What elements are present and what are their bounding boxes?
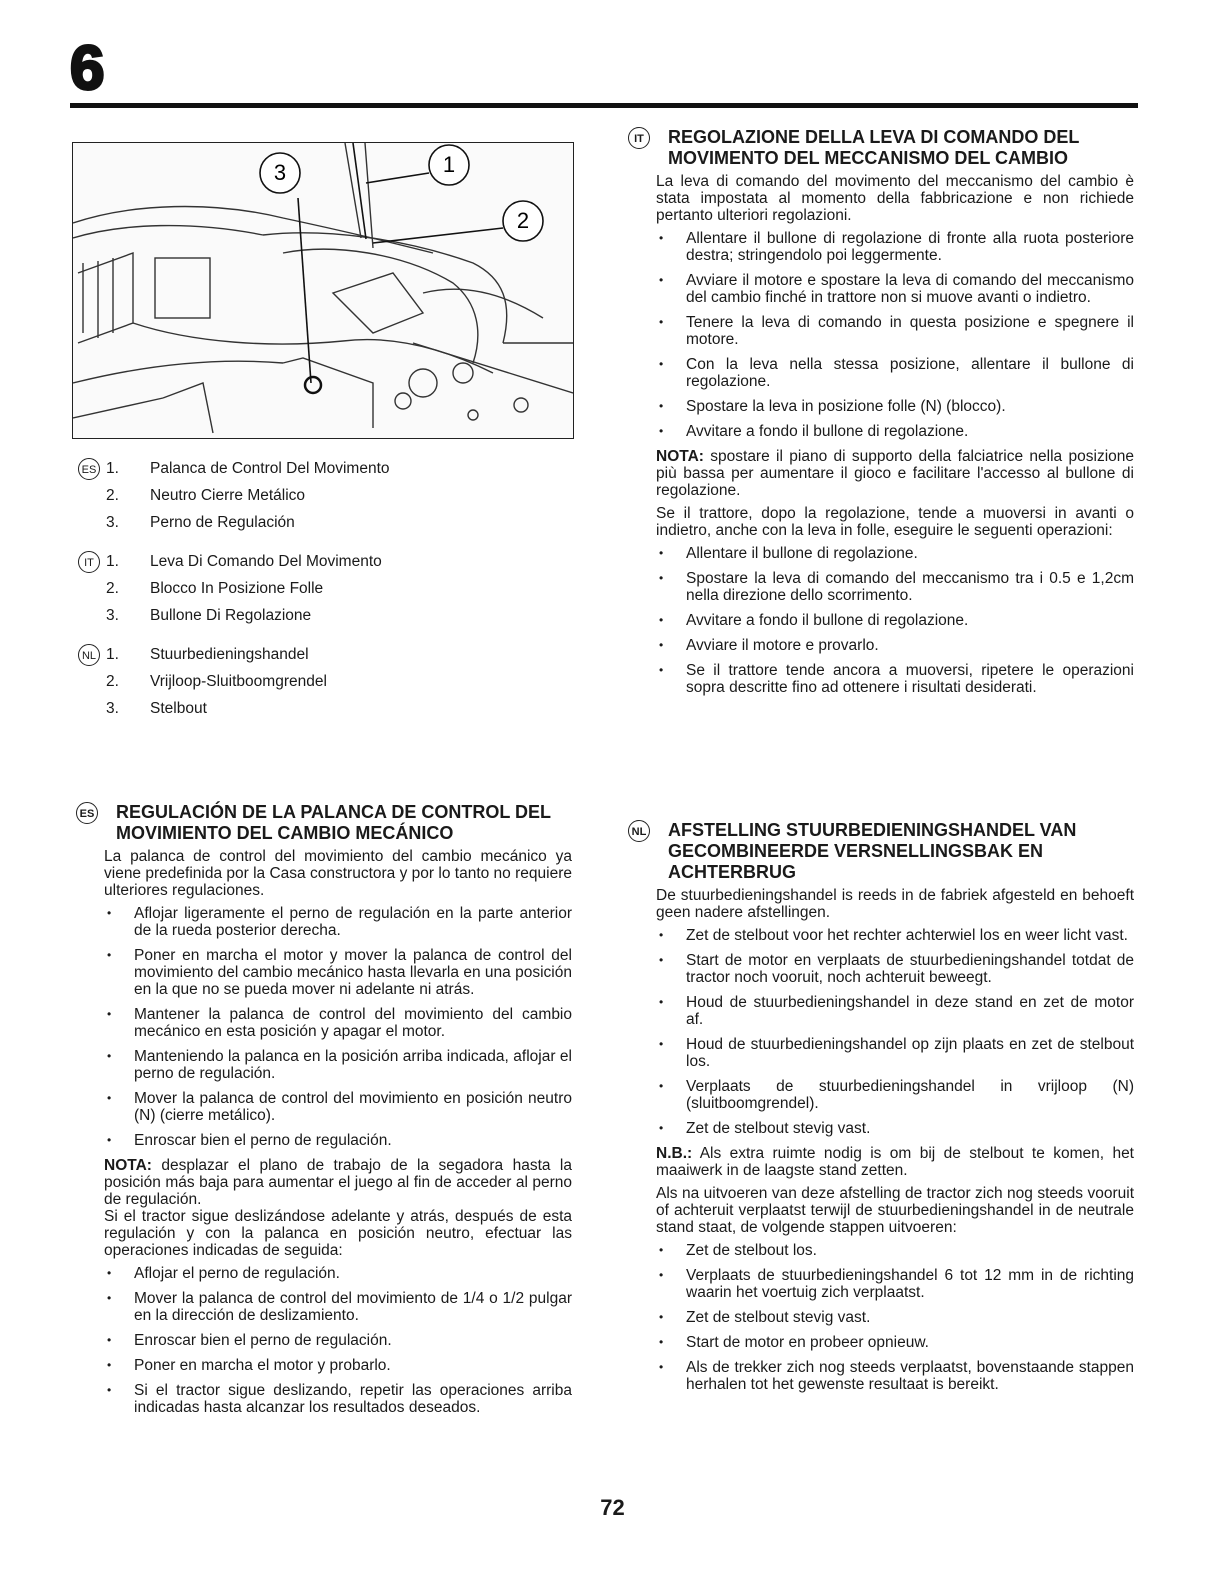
list-item: • Houd de stuurbedieningshandel op zijn plaats en zet de stelbout los.	[656, 1036, 1134, 1070]
list-item: • Avviare il motore e spostare la leva di comando del meccanismo del cambio finché in trattore non si muove avanti o indietro.	[656, 272, 1134, 306]
note-paragraph	[104, 1157, 572, 1208]
legend-number: 3.	[106, 514, 119, 531]
lang-badge-nl: NL	[628, 820, 650, 842]
mower-figure	[72, 142, 574, 439]
section-heading-es	[76, 802, 572, 844]
note-label: NOTA:	[104, 1157, 152, 1174]
legend-it	[78, 548, 558, 629]
legend-number: 2.	[106, 580, 119, 597]
legend-number: 2.	[106, 673, 119, 690]
followup-paragraph: Als na uitvoeren van deze afstelling de tractor zich nog steeds vooruit of achteruit verplaatst terwijl de stuurbedieningshandel in de neutrale stand staat, de volgende stappen uitvoeren:	[656, 1185, 1134, 1236]
lang-badge-es: ES	[76, 802, 98, 824]
list-item: • Verplaats de stuurbedieningshandel 6 tot 12 mm in de richting waarin het voertuig zich verplaatst.	[656, 1267, 1134, 1301]
note-label: N.B.:	[656, 1145, 693, 1162]
list-item: • Se il trattore tende ancora a muoversi, ripetere le operazioni sopra descritte fino ad ottenere i risultati desiderati.	[656, 662, 1134, 696]
section-heading-nl	[628, 820, 1134, 883]
list-item: • Tenere la leva di comando in questa posizione e spegnere il motore.	[656, 314, 1134, 348]
list-item: • Als de trekker zich nog steeds verplaatst, bovenstaande stappen herhalen tot het gewenste resultaat is bereikt.	[656, 1359, 1134, 1393]
followup-paragraph: Se il trattore, dopo la regolazione, tende a muoversi in avanti o indietro, anche con la leva in folle, eseguire le seguenti operazioni:	[656, 505, 1134, 539]
callout-1	[429, 145, 469, 185]
parts-legend	[78, 455, 558, 734]
list-item: • Zet de stelbout los.	[656, 1242, 1134, 1259]
intro-paragraph: La palanca de control del movimiento del cambio mecánico ya viene predefinida por la Casa constructora y por lo tanto no requiere ulteriores regulaciones.	[104, 848, 572, 899]
legend-nl	[78, 641, 558, 722]
list-item: • Houd de stuurbedieningshandel in deze stand en zet de motor af.	[656, 994, 1134, 1028]
followup-paragraph: Si el tractor sigue deslizándose adelante y atrás, después de esta regulación y con la palanca en posición neutro, efectuar las operaciones indicadas de seguida:	[104, 1208, 572, 1259]
steps-list	[104, 905, 572, 1149]
callout-2	[503, 201, 543, 241]
legend-es	[78, 455, 558, 536]
list-item: • Con la leva nella stessa posizione, allentare il bullone di regolazione.	[656, 356, 1134, 390]
legend-number: 1.	[106, 553, 119, 570]
intro-paragraph: La leva di comando del movimento del meccanismo del cambio è stata impostata al momento della fabbricazione e non richiede pertanto ulteriori regolazioni.	[656, 173, 1134, 224]
section-title: REGULACIÓN DE LA PALANCA DE CONTROL DEL MOVIMIENTO DEL CAMBIO MECÁNICO	[116, 802, 551, 843]
section-heading-it	[628, 127, 1134, 169]
note-text: desplazar el plano de trabajo de la segadora hasta la posición más baja para aumentar el juego al fin de acceder al perno de regulación.	[104, 1157, 572, 1208]
legend-number: 3.	[106, 700, 119, 717]
legend-item: Stuurbedieningshandel	[150, 646, 309, 663]
svg-text:2: 2	[516, 208, 530, 233]
page-number: 72	[600, 1495, 625, 1520]
section-nl	[628, 820, 1134, 1401]
steps-list	[656, 545, 1134, 696]
list-item: • Poner en marcha el motor y probarlo.	[104, 1357, 572, 1374]
chapter-number: 6	[70, 34, 105, 103]
list-item: • Aflojar el perno de regulación.	[104, 1265, 572, 1282]
note-text: spostare il piano di supporto della falciatrice nella posizione più bassa per aumentare il gioco e facilitare l'accesso al bullone di regolazione.	[656, 448, 1134, 499]
list-item: • Mover la palanca de control del movimiento en posición neutro (N) (cierre metálico).	[104, 1090, 572, 1124]
list-item: • Spostare la leva in posizione folle (N) (blocco).	[656, 398, 1134, 415]
list-item: • Zet de stelbout stevig vast.	[656, 1120, 1134, 1137]
legend-item: Vrijloop-Sluitboomgrendel	[150, 673, 327, 690]
header-rule	[70, 103, 1138, 108]
callout-3	[260, 153, 300, 193]
callout-1-leader	[366, 173, 429, 183]
callout-2-leader	[373, 228, 503, 243]
list-item: • Avviare il motore e provarlo.	[656, 637, 1134, 654]
list-item: • Poner en marcha el motor y mover la palanca de control del movimiento del cambio mecánico hasta llevarla en una posición en la que no se pueda mover ni adelante ni atrás.	[104, 947, 572, 998]
legend-number: 2.	[106, 487, 119, 504]
list-item: • Zet de stelbout voor het rechter achterwiel los en weer licht vast.	[656, 927, 1134, 944]
mower-illustration	[73, 143, 573, 433]
legend-item: Blocco In Posizione Folle	[150, 580, 324, 597]
steps-list	[656, 230, 1134, 440]
legend-item: Leva Di Comando Del Movimento	[150, 553, 382, 570]
legend-item: Stelbout	[150, 700, 207, 717]
list-item: • Allentare il bullone di regolazione.	[656, 545, 1134, 562]
list-item: • Si el tractor sigue deslizando, repetir las operaciones arriba indicadas hasta alcanzar los resultados deseados.	[104, 1382, 572, 1416]
legend-item: Perno de Regulación	[150, 514, 295, 531]
list-item: • Allentare il bullone di regolazione di fronte alla ruota posteriore destra; stringendolo poi leggermente.	[656, 230, 1134, 264]
list-item: • Manteniendo la palanca en la posición arriba indicada, aflojar el perno de regulación.	[104, 1048, 572, 1082]
lang-badge-it: IT	[628, 127, 650, 149]
list-item: • Zet de stelbout stevig vast.	[656, 1309, 1134, 1326]
list-item: • Enroscar bien el perno de regulación.	[104, 1132, 572, 1149]
legend-item: Palanca de Control Del Movimento	[150, 460, 390, 477]
svg-text:1: 1	[442, 152, 456, 177]
list-item: • Start de motor en probeer opnieuw.	[656, 1334, 1134, 1351]
legend-item: Neutro Cierre Metálico	[150, 487, 306, 504]
section-it	[628, 127, 1134, 704]
legend-number: 3.	[106, 607, 119, 624]
steps-list	[656, 1242, 1134, 1393]
list-item: • Mover la palanca de control del movimiento de 1/4 o 1/2 pulgar en la dirección de deslizamiento.	[104, 1290, 572, 1324]
list-item: • Spostare la leva di comando del meccanismo tra i 0.5 e 1,2cm nella direzione dello scorrimento.	[656, 570, 1134, 604]
legend-number: 1.	[106, 646, 119, 663]
callout-3-leader	[298, 198, 311, 383]
note-paragraph	[656, 1145, 1134, 1179]
steps-list	[104, 1265, 572, 1416]
list-item: • Mantener la palanca de control del movimiento del cambio mecánico en esta posición y apagar el motor.	[104, 1006, 572, 1040]
list-item: • Start de motor en verplaats de stuurbedieningshandel totdat de tractor noch vooruit, noch achteruit beweegt.	[656, 952, 1134, 986]
note-text: Als extra ruimte nodig is om bij de stelbout te komen, het maaiwerk in de laagste stand zetten.	[656, 1145, 1134, 1179]
intro-paragraph: De stuurbedieningshandel is reeds in de fabriek afgesteld en behoeft geen nadere afstellingen.	[656, 887, 1134, 921]
list-item: • Aflojar ligeramente el perno de regulación en la parte anterior de la rueda posterior derecha.	[104, 905, 572, 939]
list-item: • Enroscar bien el perno de regulación.	[104, 1332, 572, 1349]
lever-shaft	[353, 143, 366, 239]
list-item: • Avvitare a fondo il bullone di regolazione.	[656, 612, 1134, 629]
list-item: • Verplaats de stuurbedieningshandel in vrijloop (N) (sluitboomgrendel).	[656, 1078, 1134, 1112]
list-item: • Avvitare a fondo il bullone di regolazione.	[656, 423, 1134, 440]
section-es	[76, 802, 572, 1424]
steps-list	[656, 927, 1134, 1137]
legend-item: Bullone Di Regolazione	[150, 607, 312, 624]
lang-badge-it: IT	[78, 551, 100, 573]
lang-badge-nl: NL	[78, 644, 100, 666]
svg-text:3: 3	[273, 160, 287, 185]
section-title: AFSTELLING STUURBEDIENINGSHANDEL VAN GECOMBINEERDE VERSNELLINGSBAK EN ACHTERBRUG	[668, 820, 1077, 882]
note-label: NOTA:	[656, 448, 704, 465]
note-paragraph	[656, 448, 1134, 499]
section-title: REGOLAZIONE DELLA LEVA DI COMANDO DEL MOVIMENTO DEL MECCANISMO DEL CAMBIO	[668, 127, 1080, 168]
legend-number: 1.	[106, 460, 119, 477]
adjustment-bolt	[305, 377, 321, 393]
lang-badge-es: ES	[78, 458, 100, 480]
